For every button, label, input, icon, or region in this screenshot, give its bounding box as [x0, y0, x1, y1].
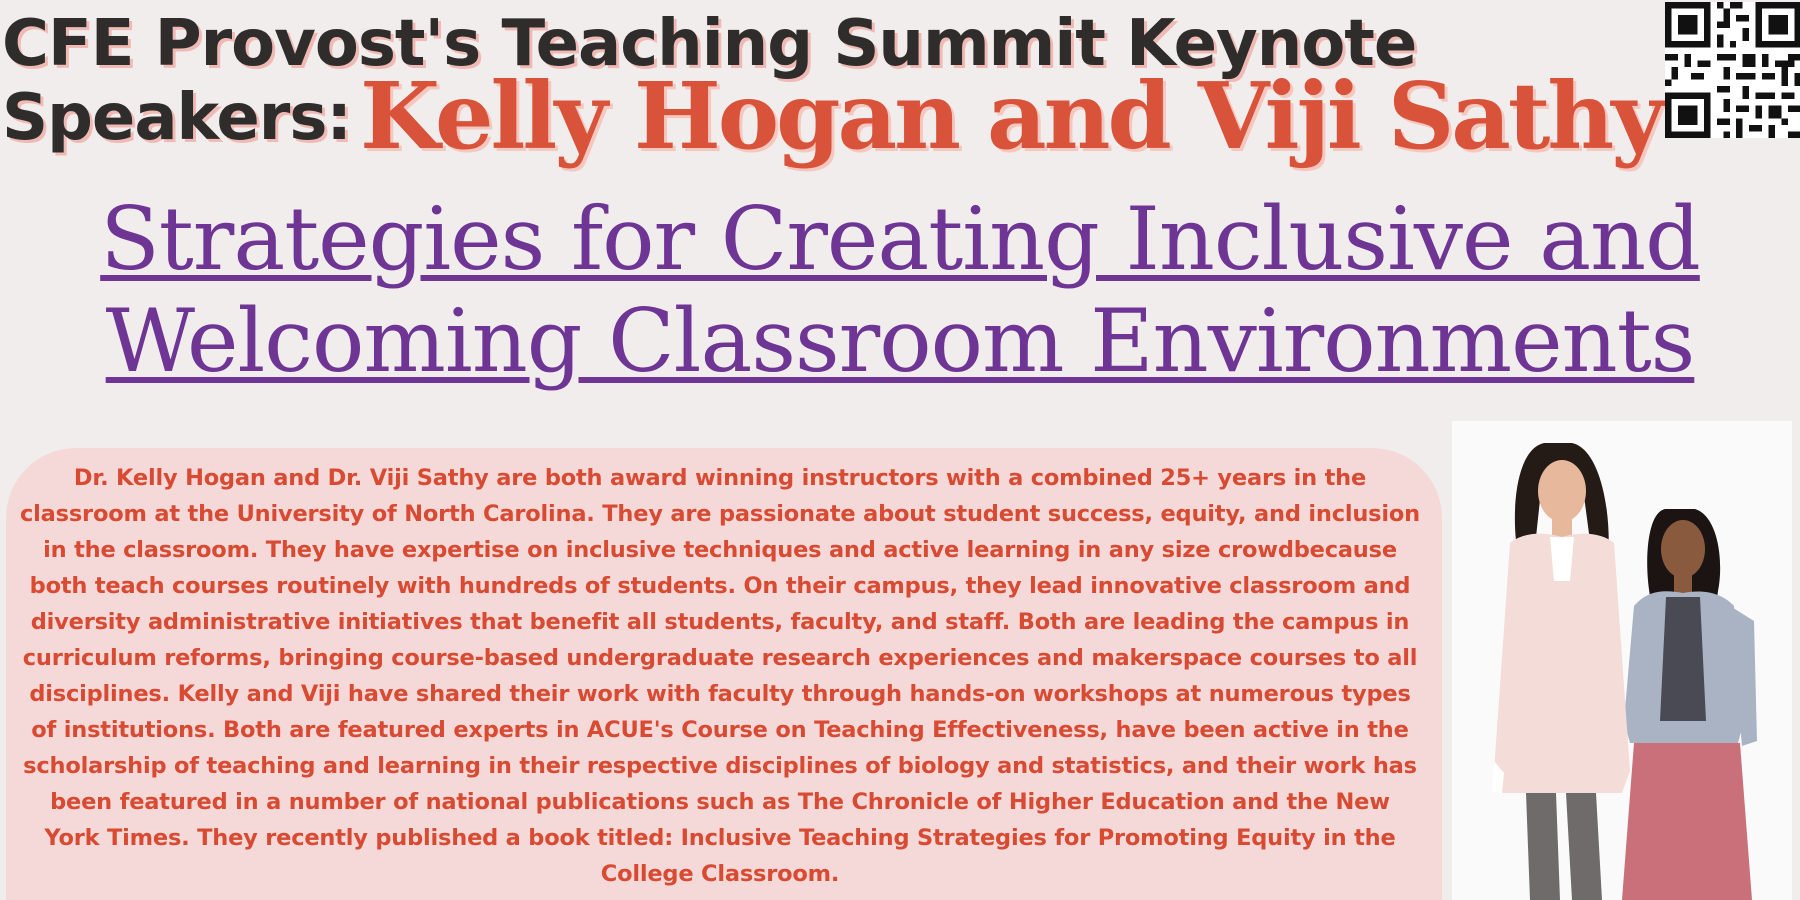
subtitle-line-2: Welcoming Classroom Environments — [105, 290, 1695, 392]
bio-text: Dr. Kelly Hogan and Dr. Viji Sathy are both award winning instructors with a combined 25+ years in the classroom at the University of North Carolina. They are passionate about student success, equity, and inclusion in the classroom. They have expertise on inclusive techniques and active learning in any size crowdbecause both teach courses routinely with hundreds of students. On their campus, they lead innovative classroom and diversity administrative initiatives that benefit all students, faculty, and staff. Both are leading the campus in curriculum reforms, bringing course-based undergraduate research experiences and makerspace courses to all disciplines. Kelly and Viji have shared their work with faculty through hands-on workshops at numerous types of institutions. Both are featured experts in ACUE's Course on Teaching Effectiveness, have been active in the scholarship of teaching and learning in their respective disciplines of biology and statistics, and their work has been featured in a number of national publications such as The Chronicle of Higher Education and the New York Times. They recently published a book titled: Inclusive Teaching Strategies for Promoting Equity in the College Classroom. — [20, 465, 1420, 887]
speakers-illustration — [1452, 421, 1792, 900]
qr-code[interactable] — [1665, 2, 1800, 138]
title-line-1: CFE Provost's Teaching Summit Keynote — [2, 7, 1417, 81]
title-line-2: Speakers: — [2, 81, 351, 155]
speakers-photo — [1452, 421, 1792, 900]
speakers-names: Kelly Hogan and Viji Sathy — [360, 62, 1662, 170]
qr-code-graphic — [1665, 2, 1800, 138]
subtitle-line-1: Strategies for Creating Inclusive and — [100, 188, 1700, 290]
